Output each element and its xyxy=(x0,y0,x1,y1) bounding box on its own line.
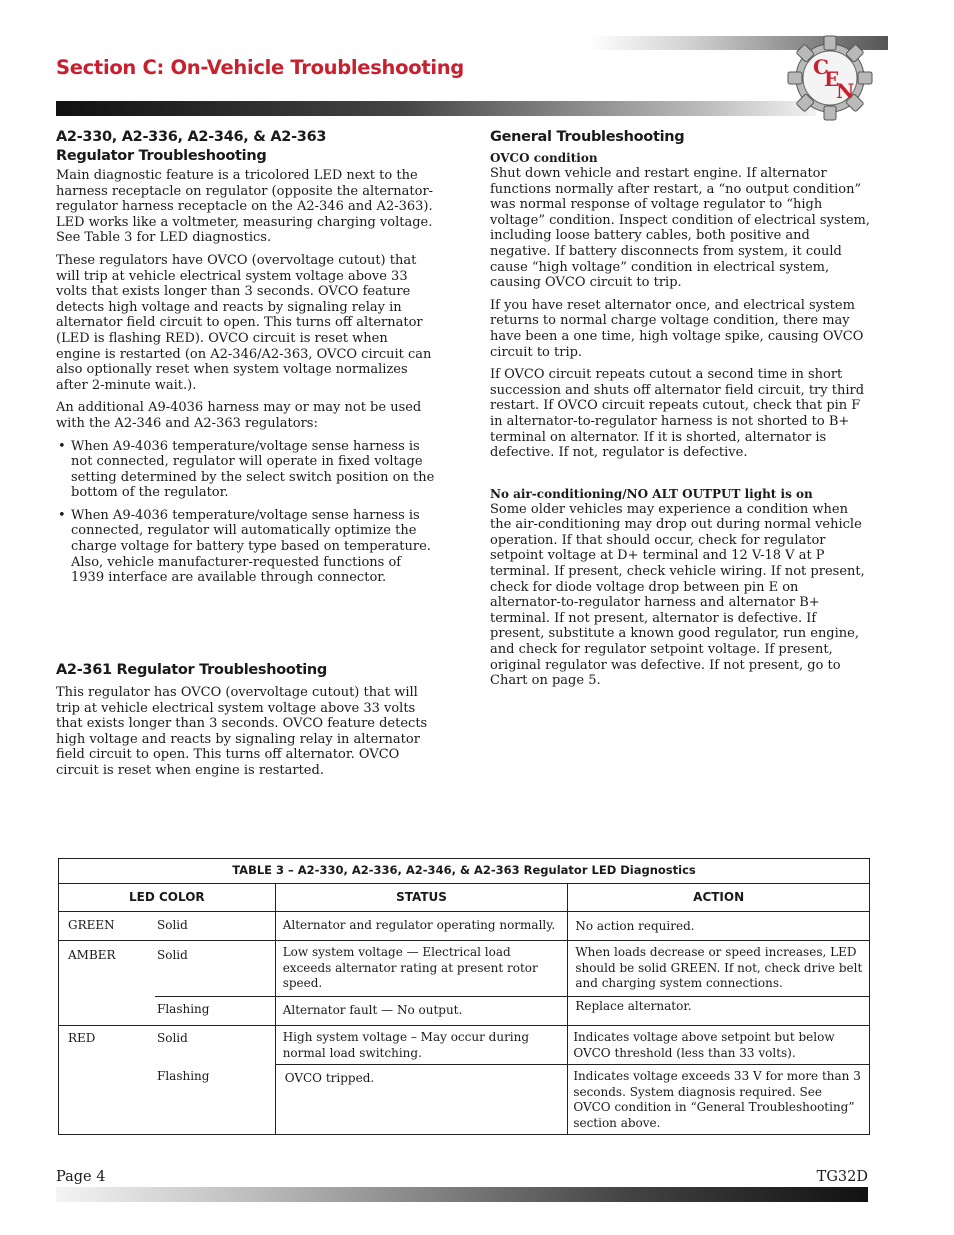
status-cell: Low system voltage — Electrical load exceeds alternator rating at present rotor speed. xyxy=(275,941,568,997)
section-subheading-regulator: Regulator Troubleshooting xyxy=(56,148,267,164)
gear-logo-icon xyxy=(786,34,874,122)
table-row xyxy=(59,1026,870,1065)
led-mode: Flashing xyxy=(157,1069,210,1083)
page-title: Section C: On-Vehicle Troubleshooting xyxy=(56,56,464,79)
logo-letter-n: N xyxy=(836,79,855,103)
table-caption: TABLE 3 – A2-330, A2-336, A2-346, & A2-363 Regulator LED Diagnostics xyxy=(59,859,870,884)
right-column xyxy=(490,128,870,696)
led-mode: Solid xyxy=(157,1031,188,1045)
action-cell: Replace alternator. xyxy=(568,997,870,1026)
subheading-no-ac: No air-conditioning/NO ALT OUTPUT light is on xyxy=(490,486,813,501)
led-color-amber: AMBER xyxy=(68,948,116,962)
document-id: TG32D xyxy=(816,1169,868,1185)
column-header-action: ACTION xyxy=(568,883,870,912)
paragraph-ovco-reset: If you have reset alternator once, and electrical system returns to normal charge voltage condition, there may have been a one time, high voltage spike, causing OVCO circuit to trip. xyxy=(490,297,864,360)
led-mode: Solid xyxy=(157,918,188,932)
harness-bullet-list xyxy=(56,439,436,586)
column-header-led-color: LED COLOR xyxy=(59,883,276,912)
list-item: • When A9-4036 temperature/voltage sense harness is connected, regulator will automatically optimize the charge voltage for battery type based on temperature. Also, vehicle manufacturer-requested functions of 1939 interface are available through connector. xyxy=(58,507,431,586)
status-cell: Alternator fault — No output. xyxy=(275,997,568,1026)
logo-letter-e: E xyxy=(824,67,840,91)
logo-letter-c: C xyxy=(813,55,829,79)
section-heading-a2-361: A2-361 Regulator Troubleshooting xyxy=(56,662,327,678)
paragraph-ovco: These regulators have OVCO (overvoltage cutout) that will trip at vehicle electrical system voltage above 33 volts that exists longer than 3 seconds. OVCO feature detects high voltage and reacts by signaling relay in alternator field circuit to open. This turns off alternator (LED is flashing RED). OVCO circuit is reset when engine is restarted (on A2-346/A2-363, OVCO circuit can also optionally reset when system voltage normalizes after 2-minute wait.). xyxy=(56,252,432,393)
section-heading-a2-330: A2-330, A2-336, A2-346, & A2-363 xyxy=(56,129,327,145)
led-color-green: GREEN xyxy=(68,918,115,932)
led-mode: Solid xyxy=(157,948,188,962)
section-heading-general: General Troubleshooting xyxy=(490,129,685,145)
header-gradient-bar xyxy=(56,101,816,116)
footer-gradient-bar xyxy=(56,1187,868,1202)
action-cell: No action required. xyxy=(568,912,870,941)
left-column xyxy=(56,128,436,593)
table-row xyxy=(59,941,870,997)
paragraph-ovco-repeat: If OVCO circuit repeats cutout a second time in short succession and shuts off alternator field circuit, try third restart. If OVCO circuit repeats cutout, check that pin F in alternator-to-regulator harness is not shorted to B+ terminal on alternator. If it is shorted, alternator is defective. If not, regulator is defective. xyxy=(490,367,865,461)
led-diagnostics-table xyxy=(58,858,870,1135)
paragraph-a2-361: This regulator has OVCO (overvoltage cutout) that will trip at vehicle electrical system voltage above 33 volts that exists longer than 3 seconds. OVCO feature detects high voltage and reacts by signaling relay in alternator field circuit to open. This turns off alternator. OVCO circuit is reset when engine is restarted. xyxy=(56,685,428,778)
status-cell: OVCO tripped. xyxy=(275,1065,568,1135)
subheading-ovco-condition: OVCO condition xyxy=(490,151,598,165)
table-row xyxy=(59,912,870,941)
status-cell: Alternator and regulator operating normally. xyxy=(275,912,568,941)
action-cell: When loads decrease or speed increases, LED should be solid GREEN. If not, check drive belt and charging system connections. xyxy=(568,941,870,997)
led-mode: Flashing xyxy=(157,1002,210,1016)
paragraph-led-feature: Main diagnostic feature is a tricolored LED next to the harness receptacle on regulator (opposite the alternator-regulator harness receptacle on the A2-346 and A2-363). LED works like a voltmeter, measuring charging voltage. See Table 3 for LED diagnostics. xyxy=(56,168,434,246)
led-color-red: RED xyxy=(68,1031,96,1045)
page-number: Page 4 xyxy=(56,1169,106,1185)
paragraph-harness: An additional A9-4036 harness may or may not be used with the A2-346 and A2-363 regulators: xyxy=(56,400,422,431)
action-cell: Indicates voltage exceeds 33 V for more than 3 seconds. System diagnosis required. See OVCO condition in “General Troubleshooting” section above. xyxy=(568,1065,870,1135)
action-cell: Indicates voltage above setpoint but below OVCO threshold (less than 33 volts). xyxy=(568,1026,870,1065)
paragraph-ovco-restart: Shut down vehicle and restart engine. If alternator functions normally after restart, a “no output condition” was normal response of voltage regulator to “high voltage” condition. Inspect condition of electrical system, including loose battery cables, both positive and negative. If battery disconnects from system, it could cause “high voltage” condition in electrical system, causing OVCO circuit to trip. xyxy=(490,166,870,291)
status-cell: High system voltage – May occur during normal load switching. xyxy=(275,1026,568,1065)
column-header-status: STATUS xyxy=(275,883,568,912)
list-item: • When A9-4036 temperature/voltage sense harness is not connected, regulator will operate in fixed voltage setting determined by the select switch position on the bottom of the regulator. xyxy=(58,438,435,501)
paragraph-no-ac: Some older vehicles may experience a condition when the air-conditioning may drop out during normal vehicle operation. If that should occur, check for regulator setpoint voltage at D+ terminal and 12 V-18 V at P terminal. If present, check vehicle wiring. If not present, check for diode voltage drop between pin E on alternator-to-regulator harness and alternator B+ terminal. If not present, alternator is defective. If present, substitute a known good regulator, run engine, and check for regulator setpoint voltage. If present, original regulator was defective. If not present, go to Chart on page 5. xyxy=(490,501,865,689)
left-column-a2-361 xyxy=(56,661,436,786)
